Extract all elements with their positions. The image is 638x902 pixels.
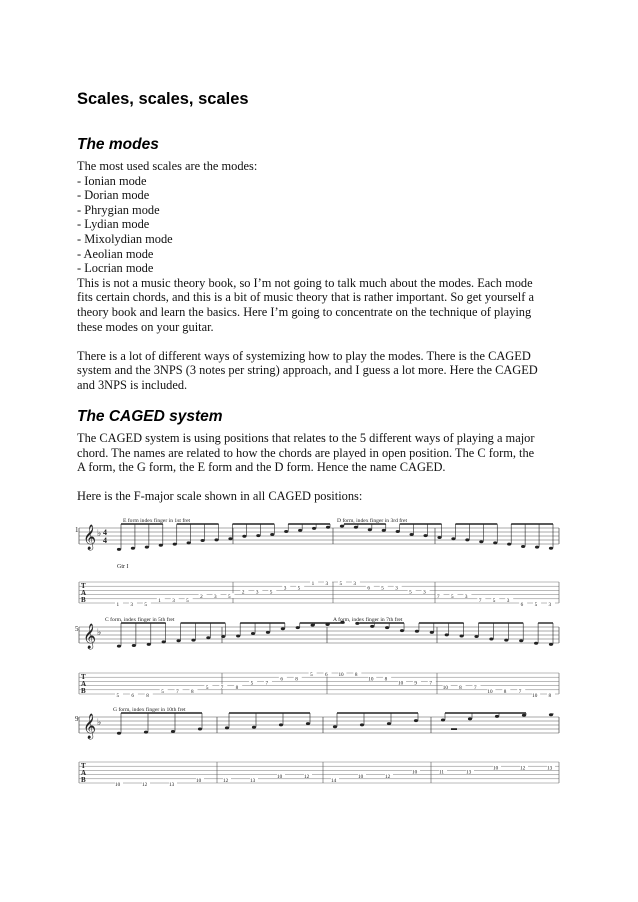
note-head bbox=[236, 634, 240, 637]
modes-paragraph-2 bbox=[77, 349, 559, 393]
tab-number: 13 bbox=[466, 769, 472, 776]
note-head bbox=[387, 722, 391, 725]
modes-paragraph-1 bbox=[77, 276, 559, 334]
text-line: theory book and learn the basics. Here I’m going to concentrate on the technique of playing bbox=[77, 304, 532, 319]
note-head bbox=[414, 719, 418, 722]
note-head bbox=[298, 529, 302, 532]
score-system bbox=[79, 713, 559, 787]
note-head bbox=[306, 722, 310, 725]
tab-number: 5 bbox=[205, 684, 209, 691]
tab-number: 3 bbox=[214, 593, 217, 600]
tab-letter: B bbox=[81, 596, 86, 604]
note-head bbox=[251, 632, 255, 635]
mode-item: - Lydian mode bbox=[77, 217, 150, 232]
note-head bbox=[445, 633, 449, 636]
measure-number: 1 bbox=[75, 526, 79, 534]
tab-number: 3 bbox=[353, 581, 356, 588]
text-line: fits certain chords, and this is a bit of music theory that is rather important. So get yourself a bbox=[77, 290, 534, 305]
text-line: chord. The names are related to how the chords are played in open position. The C form, the bbox=[77, 445, 535, 460]
note-head bbox=[191, 639, 195, 642]
tab-number: 10 bbox=[358, 773, 364, 780]
tab-number: 10 bbox=[487, 689, 493, 695]
tab-number: 12 bbox=[520, 765, 526, 772]
tab-number: 10 bbox=[398, 680, 404, 687]
note-head bbox=[242, 535, 246, 538]
tab-number: 12 bbox=[385, 773, 391, 780]
caged-paragraph-1 bbox=[77, 431, 559, 475]
text-line: The CAGED system is using positions that relates to the 5 different ways of playing a major bbox=[77, 431, 535, 445]
tab-number: 13 bbox=[169, 782, 175, 789]
tab-number: 5 bbox=[310, 672, 313, 679]
note-head bbox=[173, 543, 177, 546]
note-head bbox=[489, 638, 493, 641]
note-head bbox=[549, 713, 553, 716]
treble-clef-icon: 𝄞 bbox=[83, 623, 97, 648]
note-head bbox=[479, 540, 483, 543]
tab-number: 1 bbox=[311, 581, 315, 588]
measure-number: 5 bbox=[75, 625, 79, 633]
tab-number: 10 bbox=[532, 693, 538, 700]
tab-number: 2 bbox=[200, 593, 203, 600]
tab-number: 5 bbox=[339, 581, 343, 588]
mode-item: - Mixolydian mode bbox=[77, 231, 173, 246]
note-head bbox=[117, 645, 121, 648]
tab-number: 5 bbox=[161, 689, 164, 695]
tab-number: 10 bbox=[115, 782, 121, 789]
note-head bbox=[522, 714, 526, 717]
tab-number: 3 bbox=[130, 602, 134, 609]
note-head bbox=[296, 626, 300, 629]
note-head bbox=[312, 527, 316, 530]
tab-number: 6 bbox=[367, 585, 370, 592]
tab-number: 7 bbox=[478, 598, 482, 604]
tab-number: 3 bbox=[423, 589, 426, 596]
caged-section-body bbox=[77, 431, 559, 504]
tab-number: 10 bbox=[196, 778, 202, 784]
text-line: There is a lot of different ways of systemizing how to play the modes. There is the CAGED bbox=[77, 348, 531, 363]
note-head bbox=[385, 626, 389, 629]
note-head bbox=[221, 635, 225, 638]
flat-sign: ♭ bbox=[97, 528, 102, 538]
position-label: A form, index finger in 7th fret bbox=[333, 617, 403, 623]
tab-number: 10 bbox=[493, 765, 499, 772]
position-label: E form index finger in 1st fret bbox=[123, 518, 191, 524]
note-head bbox=[256, 534, 260, 537]
section-heading-caged: The CAGED system bbox=[77, 408, 223, 425]
score-system bbox=[79, 621, 559, 698]
tab-number: 5 bbox=[409, 589, 412, 596]
note-head bbox=[117, 548, 121, 551]
tab-number: 5 bbox=[297, 585, 301, 592]
flat-sign: ♭ bbox=[97, 717, 102, 727]
note-head bbox=[495, 715, 499, 718]
mode-item: - Phrygian mode bbox=[77, 202, 160, 217]
note-head bbox=[493, 541, 497, 544]
tab-number: 5 bbox=[250, 680, 254, 687]
tab-letter: B bbox=[81, 687, 86, 695]
tab-number: 5 bbox=[269, 589, 273, 596]
tab-number: 10 bbox=[368, 676, 374, 683]
tab-letter: B bbox=[81, 776, 86, 784]
tab-number: 13 bbox=[547, 765, 553, 772]
tab-number: 10 bbox=[442, 684, 448, 691]
tab-number: 7 bbox=[176, 689, 179, 695]
tab-number: 7 bbox=[220, 684, 224, 691]
modes-list bbox=[77, 174, 559, 276]
tab-number: 8 bbox=[503, 689, 507, 695]
note-head bbox=[198, 728, 202, 731]
note-head bbox=[415, 630, 419, 633]
note-head bbox=[131, 547, 135, 550]
note-head bbox=[468, 717, 472, 720]
time-signature: 4 bbox=[103, 536, 107, 545]
note-head bbox=[279, 723, 283, 726]
note-head bbox=[333, 725, 337, 728]
note-head bbox=[368, 528, 372, 531]
tab-number: 12 bbox=[142, 782, 148, 789]
note-head bbox=[171, 730, 175, 733]
page-title: Scales, scales, scales bbox=[77, 90, 249, 108]
note-head bbox=[370, 625, 374, 628]
note-head bbox=[382, 529, 386, 532]
tab-number: 5 bbox=[227, 593, 231, 600]
note-head bbox=[326, 526, 330, 529]
note-head bbox=[281, 627, 285, 630]
text-line: This is not a music theory book, so I’m not going to talk much about the modes. Each mode bbox=[77, 275, 533, 290]
note-head bbox=[360, 723, 364, 726]
note-head bbox=[187, 541, 191, 544]
time-signature: 4 bbox=[103, 528, 107, 537]
tab-number: 13 bbox=[250, 778, 256, 784]
tab-number: 12 bbox=[223, 778, 229, 784]
note-head bbox=[465, 538, 469, 541]
treble-clef-icon: 𝄞 bbox=[83, 713, 97, 738]
note-head bbox=[535, 546, 539, 549]
treble-clef-icon: 𝄞 bbox=[83, 524, 97, 549]
tab-number: 7 bbox=[429, 680, 432, 687]
position-label: D form, index finger in 3rd fret bbox=[337, 518, 408, 524]
tab-number: 5 bbox=[381, 585, 384, 592]
note-head bbox=[519, 639, 523, 642]
note-head bbox=[284, 530, 288, 533]
mode-item: - Ionian mode bbox=[77, 173, 147, 188]
position-label: G form, index finger in 10th fret bbox=[113, 707, 186, 713]
tab-number: 3 bbox=[506, 598, 510, 604]
tab-number: 1 bbox=[158, 598, 161, 604]
tab-number: 11 bbox=[439, 769, 444, 776]
note-head bbox=[474, 635, 478, 638]
note-head bbox=[504, 639, 508, 642]
note-head bbox=[266, 631, 270, 634]
note-head bbox=[340, 525, 344, 528]
mode-item: - Aeolian mode bbox=[77, 246, 154, 261]
note-head bbox=[410, 533, 414, 536]
tab-number: 6 bbox=[325, 672, 328, 679]
note-head bbox=[159, 544, 163, 547]
tab-letter: T bbox=[81, 582, 86, 590]
note-head bbox=[507, 543, 511, 546]
note-head bbox=[451, 537, 455, 540]
note-head bbox=[206, 636, 210, 639]
tab-number: 8 bbox=[146, 693, 149, 700]
note-head bbox=[441, 719, 445, 722]
note-head bbox=[549, 643, 553, 646]
modes-section-body bbox=[77, 159, 559, 393]
note-head bbox=[311, 624, 315, 627]
tab-number: 7 bbox=[474, 684, 477, 691]
note-head bbox=[354, 526, 358, 529]
text-line: A form, the G form, the E form and the D form. Hence the name CAGED. bbox=[77, 460, 446, 475]
tab-number: 5 bbox=[534, 602, 538, 609]
tab-letter: A bbox=[81, 680, 87, 688]
tab-number: 7 bbox=[437, 593, 440, 600]
text-line: Here is the F-major scale shown in all CAGED positions: bbox=[77, 489, 363, 504]
note-head bbox=[430, 631, 434, 634]
tab-number: 3 bbox=[325, 581, 329, 588]
tab-number: 5 bbox=[492, 598, 496, 604]
tab-number: 5 bbox=[450, 593, 454, 600]
text-line: system and the 3NPS (3 notes per string) approach, and I guess a lot more. Here the CAGED bbox=[77, 363, 538, 378]
tab-number: 5 bbox=[116, 693, 120, 700]
tab-number: 1 bbox=[116, 602, 120, 609]
tab-number: 6 bbox=[280, 676, 283, 683]
tab-number: 8 bbox=[295, 676, 298, 683]
tab-number: 8 bbox=[384, 676, 388, 683]
note-head bbox=[147, 643, 151, 646]
tab-number: 8 bbox=[548, 693, 552, 700]
tab-number: 8 bbox=[354, 672, 358, 679]
text-line: these modes on your guitar. bbox=[77, 319, 214, 334]
tab-letter: T bbox=[81, 673, 86, 681]
measure-number: 9 bbox=[75, 715, 79, 723]
f-major-scale-notation bbox=[75, 508, 561, 794]
tab-number: 3 bbox=[464, 593, 468, 600]
note-head bbox=[396, 530, 400, 533]
note-head bbox=[437, 536, 441, 539]
tab-number: 5 bbox=[144, 602, 147, 609]
note-head bbox=[460, 634, 464, 637]
tab-number: 10 bbox=[412, 769, 418, 776]
note-head bbox=[176, 639, 180, 642]
tab-number: 8 bbox=[190, 689, 194, 695]
mode-item: - Dorian mode bbox=[77, 188, 150, 203]
tab-number: 14 bbox=[331, 778, 337, 784]
tab-number: 2 bbox=[241, 589, 245, 596]
modes-intro: The most used scales are the modes: bbox=[77, 159, 258, 173]
note-head bbox=[521, 545, 525, 548]
note-head bbox=[534, 642, 538, 645]
tab-number: 9 bbox=[414, 680, 418, 687]
text-line: and 3NPS is included. bbox=[77, 377, 188, 392]
score-system bbox=[79, 524, 559, 607]
tab-number: 8 bbox=[459, 684, 462, 691]
tab-number: 3 bbox=[548, 602, 552, 609]
tab-letter: T bbox=[81, 762, 86, 770]
tab-number: 10 bbox=[277, 773, 283, 780]
tab-number: 10 bbox=[338, 672, 344, 679]
tab-number: 12 bbox=[304, 773, 310, 780]
note-head bbox=[132, 644, 136, 647]
mode-item: - Locrian mode bbox=[77, 261, 154, 276]
note-head bbox=[225, 726, 229, 729]
note-head bbox=[144, 731, 148, 734]
note-head bbox=[270, 533, 274, 536]
tab-number: 3 bbox=[172, 598, 175, 604]
note-head bbox=[162, 640, 166, 643]
tab-number: 3 bbox=[395, 585, 398, 592]
tab-letter: A bbox=[81, 769, 87, 777]
tab-number: 7 bbox=[265, 680, 269, 687]
tab-number: 5 bbox=[186, 598, 189, 604]
tab-number: 3 bbox=[255, 589, 259, 596]
note-head bbox=[201, 539, 205, 542]
note-head bbox=[252, 726, 256, 729]
caged-paragraph-2 bbox=[77, 489, 559, 504]
rest-mark: ▬ bbox=[451, 726, 457, 732]
tab-number: 6 bbox=[520, 602, 524, 609]
note-head bbox=[145, 546, 149, 549]
note-head bbox=[423, 534, 427, 537]
section-heading-modes: The modes bbox=[77, 136, 159, 153]
tab-number: 6 bbox=[131, 693, 134, 700]
note-head bbox=[549, 547, 553, 550]
note-head bbox=[214, 538, 218, 541]
tab-number: 3 bbox=[283, 585, 287, 592]
note-head bbox=[400, 629, 404, 632]
note-head bbox=[228, 537, 232, 540]
tab-number: 8 bbox=[235, 684, 239, 691]
position-label: C form, index finger in 5th fret bbox=[105, 617, 175, 623]
flat-sign: ♭ bbox=[97, 627, 102, 637]
note-head bbox=[117, 732, 121, 735]
tab-letter: A bbox=[81, 589, 87, 597]
tab-number: 7 bbox=[518, 689, 522, 695]
instrument-label: Gtr I bbox=[117, 564, 129, 570]
